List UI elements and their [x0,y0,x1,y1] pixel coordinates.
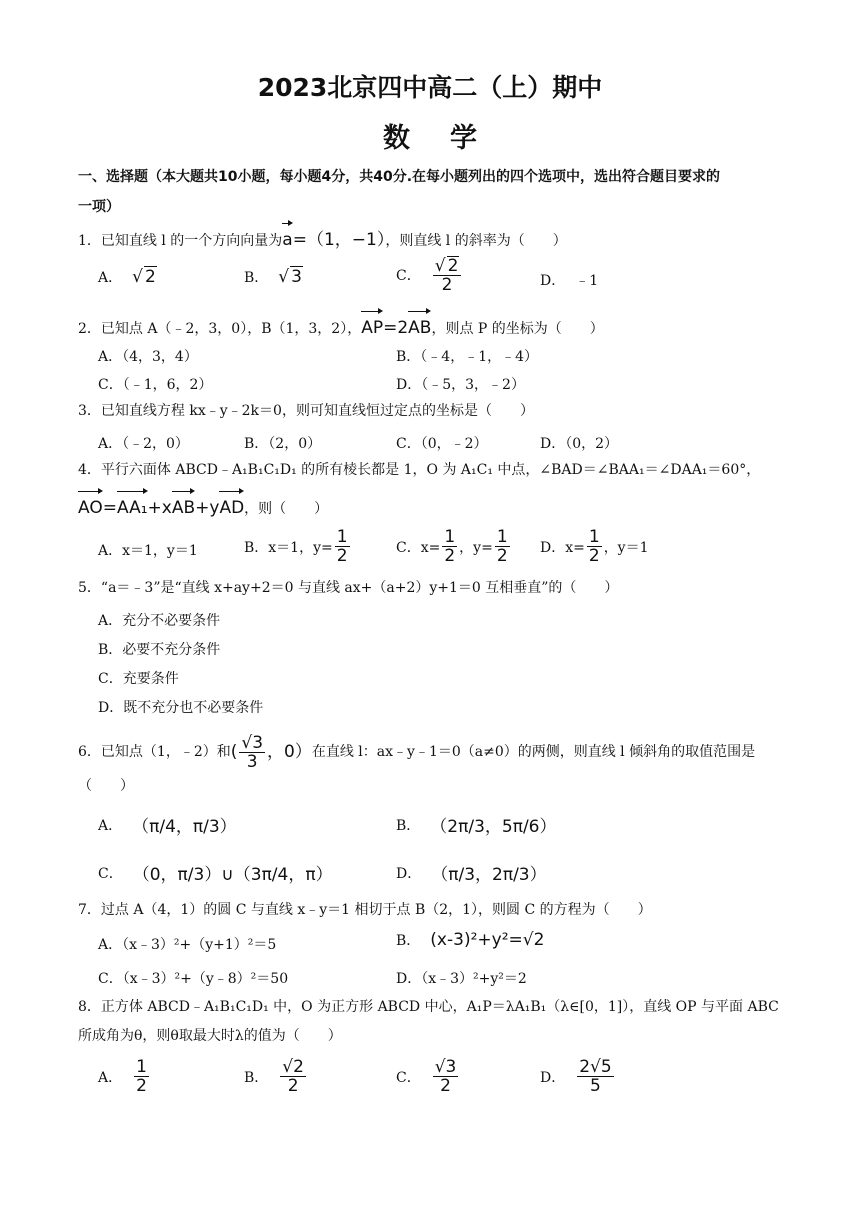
q8-option-d [540,1058,616,1095]
option-label: A． [98,817,123,834]
fraction-numerator: 1 [588,527,600,547]
fraction-numerator: √2 [282,1057,304,1077]
q7-b-value: (x-3)²+y²=√2 [430,930,545,950]
q6-point-tail: ，0） [267,742,312,762]
q2-option-d: D．（﹣5，3，﹣2） [396,377,525,393]
question-2 [78,310,790,344]
q2-vector-ab: AB [408,310,431,343]
fraction-denominator: 2 [588,546,600,566]
option-text: ，y= [459,539,493,556]
q1-option-c: C． $\frac{√ 2}{2}$ [396,256,463,294]
fraction-numerator: 2√5 [579,1057,612,1077]
fraction-denominator: 2 [136,1076,147,1096]
q5-option-b: B．必要不充分条件 [98,642,221,658]
q1-stem-a: 1．已知直线 l 的一个方向向量为 [78,233,283,249]
question-1 [78,222,790,256]
fraction-denominator: 2 [440,1076,451,1096]
option-text: D．x= [540,539,585,556]
q1-option-d [540,270,598,290]
q6-option-b [396,812,557,837]
question-8-line1: 8．正方体 ABCD﹣A₁B₁C₁D₁ 中，O 为正方形 ABCD 中心，A₁P＝λA₁B₁（λ∈[0，1]），直线 OP 与平面 ABC [78,999,779,1015]
option-label: D． [540,273,566,289]
q4-plus-y: +y [195,498,220,518]
option-label: D． [540,1069,566,1086]
q1-option-b: B． √ 3 [244,267,302,287]
subject-title: 数学 [383,123,517,154]
q4-stem-tail: ，则（ ） [244,501,329,517]
fraction-numerator: 1 [136,1057,147,1077]
q6-option-d [396,860,547,885]
q8-option-b [244,1058,308,1095]
section-heading-line2: 一项） [78,199,120,215]
fraction-numerator: √3 [434,1057,457,1077]
question-4-line1: 4．平行六面体 ABCD﹣A₁B₁C₁D₁ 的所有棱长都是 1，O 为 A₁C₁ 中点，∠BAD＝∠BAA₁＝∠DAA₁＝60°， [78,462,761,478]
question-5: 5．“a＝﹣3”是“直线 x+ay+2＝0 与直线 ax+（a+2）y+1＝0 互相垂直”的（ ） [78,580,619,596]
q4-vector-aa1: AA₁ [117,490,148,523]
option-label: B． [244,269,269,286]
q4-vector-ad: AD [219,490,244,523]
option-label: A． [98,1069,123,1086]
q4-option-b [244,528,352,565]
q1-vector-value: =（1，−1） [292,230,386,250]
option-label: C． [396,1069,421,1086]
q1-c-denominator: 2 [441,275,453,295]
fraction-denominator: 2 [444,546,456,566]
q4-vector-ab: AB [172,490,195,523]
fraction-denominator: 5 [590,1076,601,1096]
q4-vector-ao: AO [78,490,103,523]
q7-option-a: A．（x﹣3）²+（y+1）²＝5 [98,937,277,953]
q1-b-value: 3 [291,267,302,287]
fraction-denominator: 2 [336,546,348,566]
q2-option-c: C．（﹣1，6，2） [98,377,213,393]
option-label: D． [396,865,422,882]
q4-plus-x: +x [147,498,172,518]
question-6: 6．已知点（1，﹣2）和 ( $\frac{√3}{3}$ ，0） 在直线 l：ax﹣y﹣1＝0（a≠0）的两侧，则直线 l 倾斜角的取值范围是 [78,733,756,772]
option-text: C．x= [396,539,441,556]
q6-a-value: （π/4，π/3） [132,817,237,837]
option-text: ，y＝1 [603,539,649,556]
q2-stem-b: ，则点 P 的坐标为（ ） [431,321,604,337]
q1-a-value: 2 [144,267,156,287]
fraction-numerator: 1 [496,527,508,547]
q4-option-d [540,528,649,565]
option-label: B． [396,933,421,949]
q6-answer-blank: （ ） [78,778,134,794]
fraction-numerator: 1 [336,527,348,547]
q1-vector: a [282,222,292,255]
q3-option-d: D．（0，2） [540,436,619,452]
option-label: B． [244,1069,269,1086]
q8-option-c [396,1058,460,1095]
q2-option-b: B．（﹣4，﹣1，﹣4） [396,349,539,365]
q6-stem-a: 6．已知点（1，﹣2）和 [78,744,231,760]
q6-option-c [98,860,333,885]
option-label: C． [98,865,123,882]
exam-title: 2023北京四中高二（上）期中 [257,73,603,102]
q7-option-b [396,930,544,950]
fraction-denominator: 2 [287,1076,299,1096]
option-label: A． [98,269,123,286]
q6-option-a [98,812,237,837]
section-heading [78,162,788,222]
q1-stem-b: ，则直线 l 的斜率为（ ） [385,233,567,249]
q4-option-a: A．x＝1，y＝1 [98,543,198,559]
q7-option-d: D．（x﹣3）²+y²＝2 [396,971,527,987]
question-3: 3．已知直线方程 kx﹣y﹣2k＝0，则可知直线恒过定点的坐标是（ ） [78,403,534,419]
q3-option-c: C．（0，﹣2） [396,436,488,452]
q5-option-a: A．充分不必要条件 [98,613,221,629]
q2-vector-ap: AP [361,310,383,343]
section-heading-line1: 一、选择题（本大题共10小题，每小题4分，共40分.在每小题列出的四个选项中，选出符合题目要求的 [78,169,721,185]
question-4-line2 [78,490,790,524]
q5-option-c: C．充要条件 [98,671,179,687]
q6-point-denominator: 3 [246,752,258,772]
q2-equals: =2 [383,318,409,338]
fraction-denominator: 2 [496,546,508,566]
question-7: 7．过点 A（4，1）的圆 C 与直线 x﹣y＝1 相切于点 B（2，1），则圆 C 的方程为（ ） [78,902,652,918]
q4-option-c [396,528,512,565]
q7-option-c: C．（x﹣3）²+（y﹣8）²＝50 [98,971,289,987]
q2-stem-a: 2．已知点 A（﹣2，3，0），B（1，3，2）， [78,321,362,337]
option-label: B． [396,817,421,834]
option-text: B．x＝1，y= [244,539,333,556]
q4-equals: = [102,498,117,518]
fraction-numerator: 1 [444,527,456,547]
q6-c-value: （0，π/3）∪（3π/4，π） [132,865,333,885]
q3-option-b: B．（2，0） [244,436,322,452]
question-8-line2: 所成角为θ，则θ取最大时λ的值为（ ） [78,1028,342,1044]
q2-option-a: A．（4，3，4） [98,349,198,365]
q6-point-numerator: √3 [241,733,264,753]
q3-option-a: A．（﹣2，0） [98,436,189,452]
q1-c-numerator: 2 [447,256,459,276]
q1-option-a: A． √ 2 [98,267,156,287]
q6-stem-b: 在直线 l：ax﹣y﹣1＝0（a≠0）的两侧，则直线 l 倾斜角的取值范围是 [311,744,756,760]
option-label: C． [396,268,421,284]
q6-d-value: （π/3，2π/3） [431,865,547,885]
q5-option-d: D．既不充分也不必要条件 [98,700,264,716]
q1-d-value: ﹣1 [575,273,599,289]
q8-option-a [98,1058,151,1095]
q6-b-value: （2π/3，5π/6） [430,817,557,837]
